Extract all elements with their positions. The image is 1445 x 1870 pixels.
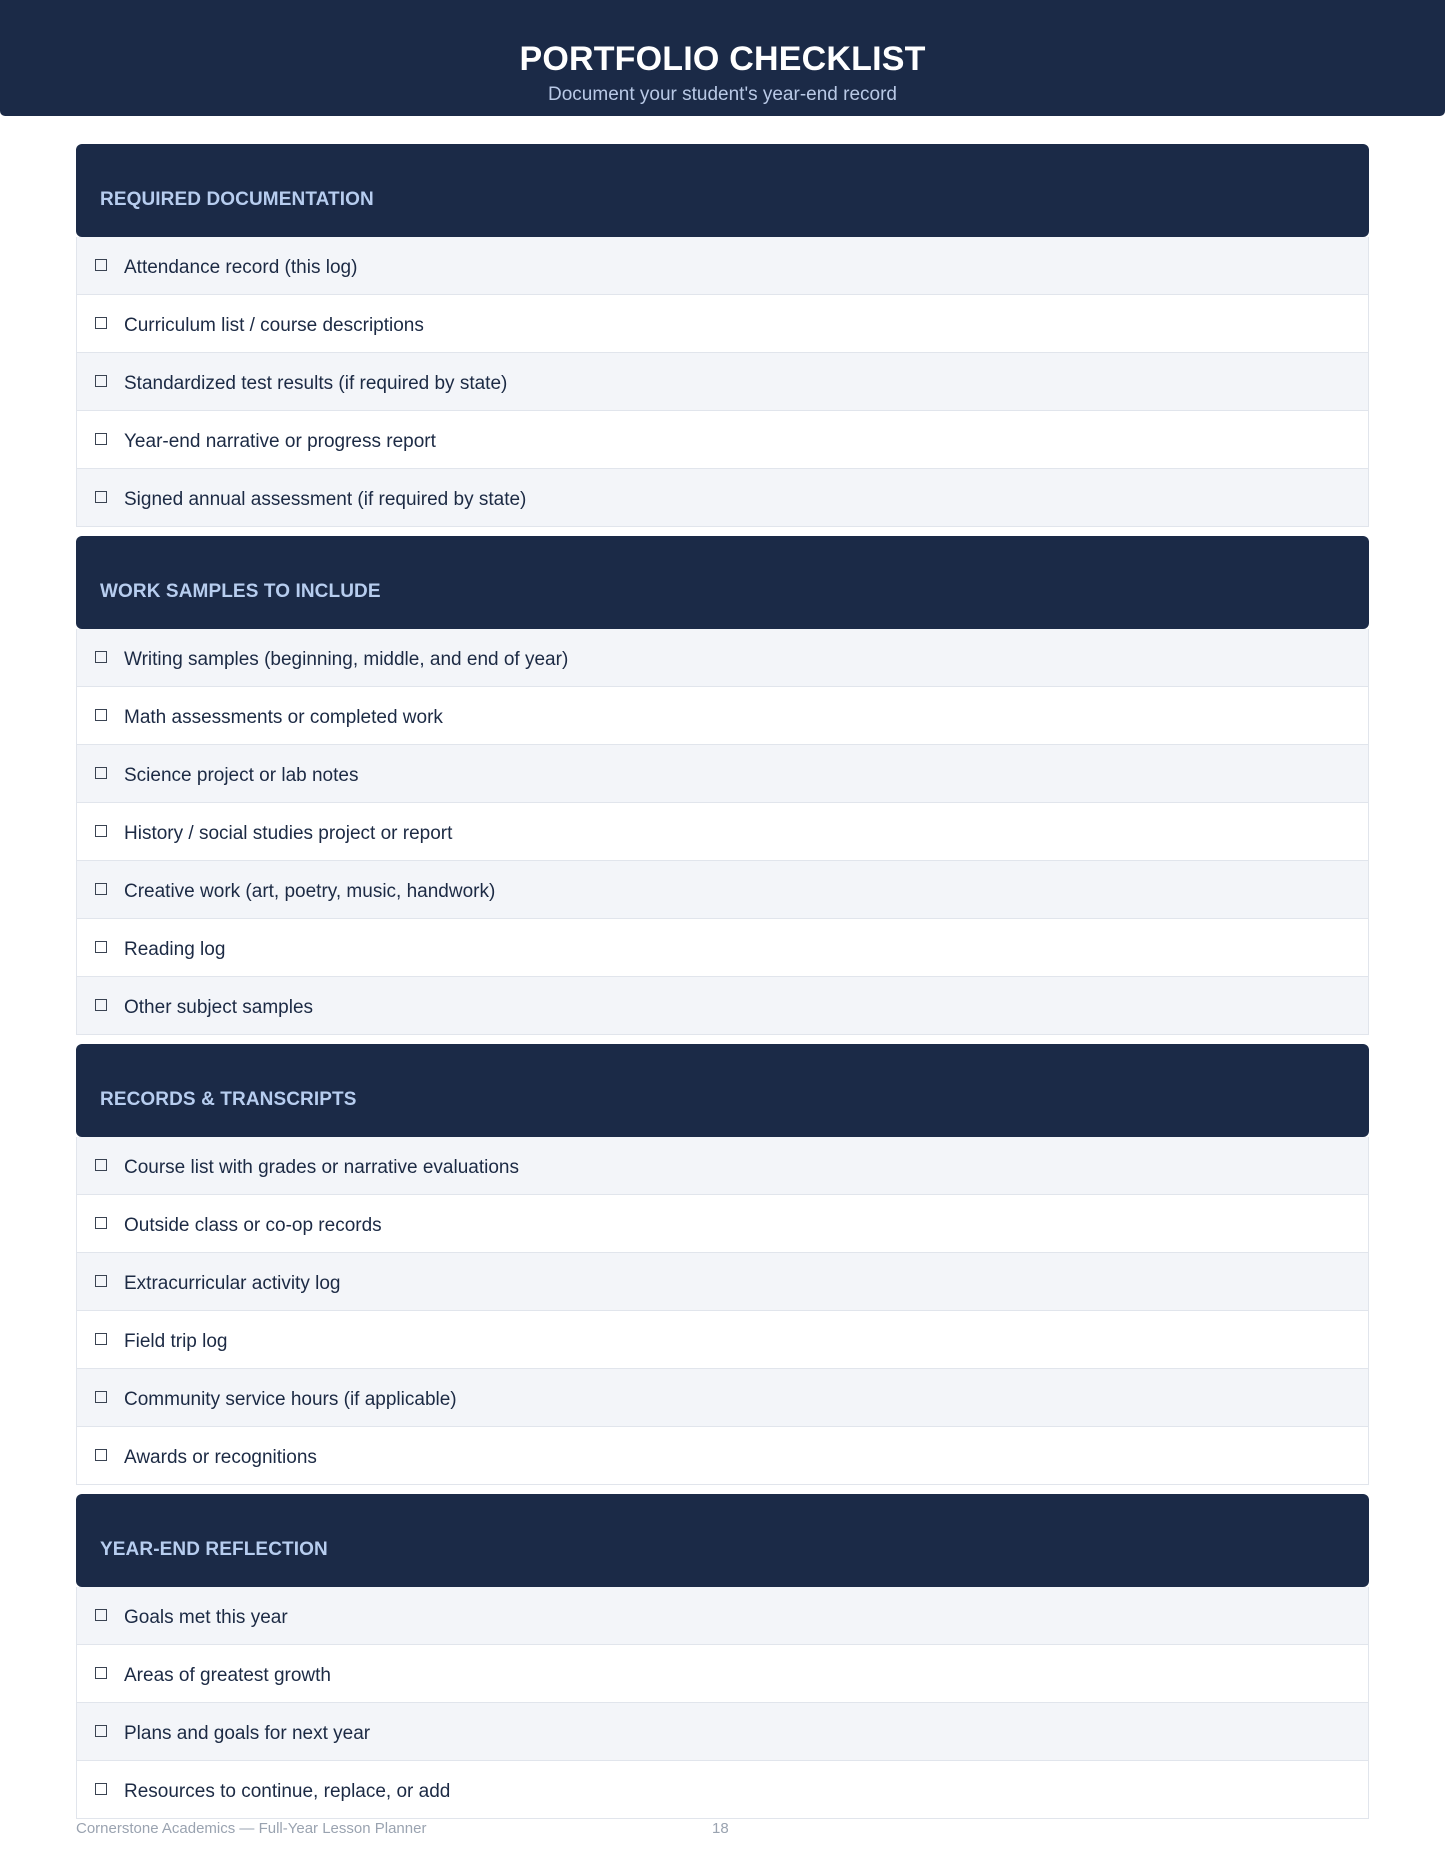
- checklist-item: [77, 1587, 1368, 1645]
- checklist-item-label: Outside class or co-op records: [124, 1215, 382, 1236]
- checklist-item: [77, 1703, 1368, 1761]
- section-header: [76, 536, 1369, 629]
- checkbox-icon[interactable]: [95, 1449, 107, 1461]
- checklist-item-label: Math assessments or completed work: [124, 707, 443, 728]
- checkbox-icon[interactable]: [95, 317, 107, 329]
- checklist-item-label: Extracurricular activity log: [124, 1273, 341, 1294]
- section-title: RECORDS & TRANSCRIPTS: [100, 1089, 357, 1110]
- checklist-item: [77, 295, 1368, 353]
- checklist-item: [77, 1761, 1368, 1819]
- checklist-item: [77, 977, 1368, 1035]
- checklist-item-label: History / social studies project or report: [124, 823, 453, 844]
- checklist-item: [77, 629, 1368, 687]
- checklist-items: [76, 629, 1369, 1035]
- checklist-item: [77, 353, 1368, 411]
- checklist-items: [76, 1587, 1369, 1819]
- checklist-item: [77, 745, 1368, 803]
- section-header: [76, 1494, 1369, 1587]
- checklist-item-label: Awards or recognitions: [124, 1447, 317, 1468]
- checklist-item: [77, 861, 1368, 919]
- checkbox-icon[interactable]: [95, 1667, 107, 1679]
- checkbox-icon[interactable]: [95, 1609, 107, 1621]
- checkbox-icon[interactable]: [95, 825, 107, 837]
- checklist-item: [77, 469, 1368, 527]
- checklist-items: [76, 237, 1369, 527]
- checklist-section: [76, 1494, 1369, 1819]
- section-title: YEAR-END REFLECTION: [100, 1539, 328, 1560]
- checkbox-icon[interactable]: [95, 651, 107, 663]
- checkbox-icon[interactable]: [95, 1333, 107, 1345]
- checkbox-icon[interactable]: [95, 883, 107, 895]
- checklist-item-label: Course list with grades or narrative evaluations: [124, 1157, 519, 1178]
- checklist-item-label: Year-end narrative or progress report: [124, 431, 436, 452]
- checkbox-icon[interactable]: [95, 1159, 107, 1171]
- checkbox-icon[interactable]: [95, 1217, 107, 1229]
- checkbox-icon[interactable]: [95, 1275, 107, 1287]
- checklist-item-label: Other subject samples: [124, 997, 314, 1018]
- checklist-item: [77, 1137, 1368, 1195]
- checklist-item-label: Attendance record (this log): [124, 257, 358, 278]
- checkbox-icon[interactable]: [95, 999, 107, 1011]
- checklist-item-label: Creative work (art, poetry, music, handwork): [124, 881, 496, 902]
- checklist-item: [77, 687, 1368, 745]
- checklist-item-label: Community service hours (if applicable): [124, 1389, 457, 1410]
- checklist-section: [76, 144, 1369, 527]
- checklist-section: [76, 1044, 1369, 1485]
- checklist-item-label: Reading log: [124, 939, 226, 960]
- checklist-item-label: Goals met this year: [124, 1607, 288, 1628]
- checkbox-icon[interactable]: [95, 1725, 107, 1737]
- checkbox-icon[interactable]: [95, 259, 107, 271]
- page-number: 18: [712, 1820, 729, 1837]
- footer-text: Cornerstone Academics — Full-Year Lesson Planner: [76, 1820, 427, 1837]
- checklist-item-label: Areas of greatest growth: [124, 1665, 331, 1686]
- checkbox-icon[interactable]: [95, 941, 107, 953]
- checklist-item: [77, 1253, 1368, 1311]
- section-title: REQUIRED DOCUMENTATION: [100, 189, 374, 210]
- checklist-item: [77, 803, 1368, 861]
- checklist-section: [76, 536, 1369, 1035]
- section-header: [76, 144, 1369, 237]
- checkbox-icon[interactable]: [95, 491, 107, 503]
- checklist-item: [77, 1645, 1368, 1703]
- checklist-item: [77, 1369, 1368, 1427]
- checklist-item-label: Curriculum list / course descriptions: [124, 315, 424, 336]
- checkbox-icon[interactable]: [95, 433, 107, 445]
- checklist-sections: [76, 144, 1369, 1828]
- checkbox-icon[interactable]: [95, 1391, 107, 1403]
- checklist-item-label: Field trip log: [124, 1331, 228, 1352]
- checkbox-icon[interactable]: [95, 767, 107, 779]
- checkbox-icon[interactable]: [95, 375, 107, 387]
- checklist-item: [77, 1427, 1368, 1485]
- checklist-item-label: Plans and goals for next year: [124, 1723, 371, 1744]
- page-title: PORTFOLIO CHECKLIST: [519, 40, 926, 78]
- page-subtitle: Document your student's year-end record: [548, 84, 897, 105]
- section-header: [76, 1044, 1369, 1137]
- checklist-item-label: Science project or lab notes: [124, 765, 359, 786]
- checklist-item-label: Resources to continue, replace, or add: [124, 1781, 451, 1802]
- checklist-item-label: Signed annual assessment (if required by state): [124, 489, 527, 510]
- checklist-item: [77, 1195, 1368, 1253]
- checklist-item: [77, 237, 1368, 295]
- checklist-item-label: Standardized test results (if required by state): [124, 373, 508, 394]
- checklist-item: [77, 1311, 1368, 1369]
- checklist-item: [77, 919, 1368, 977]
- checklist-item: [77, 411, 1368, 469]
- section-title: WORK SAMPLES TO INCLUDE: [100, 581, 381, 602]
- checklist-items: [76, 1137, 1369, 1485]
- checkbox-icon[interactable]: [95, 1783, 107, 1795]
- checklist-item-label: Writing samples (beginning, middle, and end of year): [124, 649, 569, 670]
- page-header: [0, 0, 1445, 116]
- checkbox-icon[interactable]: [95, 709, 107, 721]
